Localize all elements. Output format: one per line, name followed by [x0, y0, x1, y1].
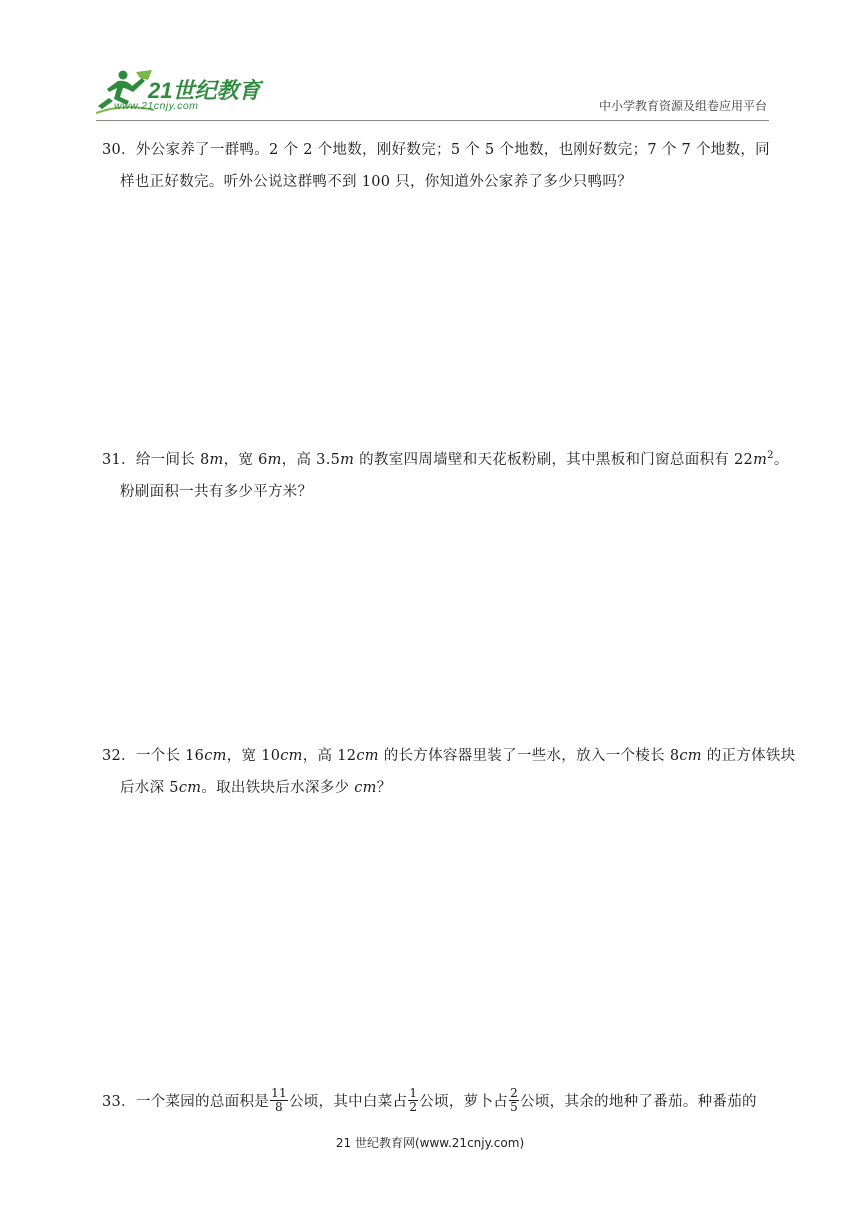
- q33-text-c: 公顷，萝卜占: [419, 1094, 509, 1110]
- q31-text-c: ，高 3.5: [281, 451, 341, 468]
- page-header: [0, 0, 860, 125]
- q32-text-f: 后水深 5: [120, 780, 179, 796]
- q33-text-b: 公顷，其中白菜占: [288, 1094, 408, 1110]
- logo: [96, 68, 266, 120]
- logo-url-text: www.21cnjy.com: [114, 100, 199, 112]
- fraction-denominator: 8: [275, 1099, 283, 1114]
- page-footer: 21 世纪教育网(www.21cnjy.com): [335, 1136, 525, 1150]
- q32-unit-3: cm: [356, 748, 379, 764]
- platform-name: 中小学教育资源及组卷应用平台: [598, 99, 767, 113]
- fraction-numerator: 11: [271, 1085, 287, 1100]
- header-divider: [96, 120, 769, 121]
- q31-unit-3: m: [340, 451, 355, 468]
- question-32-line-1: [102, 740, 796, 772]
- q31-text-b: ，宽 6: [223, 451, 268, 468]
- fraction-denominator: 2: [409, 1099, 418, 1114]
- q31-text-a: 31．给一间长 8: [102, 451, 210, 468]
- q31-unit-4: m: [753, 451, 768, 468]
- q33-text-a: 33．一个菜园的总面积是: [102, 1094, 270, 1110]
- q32-unit-5: cm: [178, 780, 202, 796]
- q32-text-a: 32．一个长 16: [102, 748, 205, 764]
- q31-unit-2: m: [267, 451, 282, 468]
- fraction-radish: [509, 1087, 519, 1114]
- question-30-line-1: 30．外公家养了一群鸭。2 个 2 个地数，刚好数完；5 个 5 个地数，也刚好数完；7 个 7 个地数，同: [102, 142, 770, 158]
- question-33: [102, 1086, 762, 1118]
- q32-unit-2: cm: [280, 748, 303, 764]
- q32-text-c: ，高 12: [302, 748, 357, 764]
- fraction-denominator: 5: [510, 1099, 519, 1114]
- q31-text-e: 。: [773, 451, 789, 468]
- q31-text-d: 的教室四周墙壁和天花板粉刷，其中黑板和门窗总面积有 22: [354, 451, 754, 468]
- question-31: [102, 440, 789, 508]
- question-31-line-2: 粉刷面积一共有多少平方米？: [120, 483, 313, 500]
- fraction-total-area: [270, 1087, 288, 1114]
- question-32: [102, 740, 796, 804]
- q32-text-e: 的正方体铁块: [701, 748, 796, 764]
- fraction-cabbage: [408, 1087, 418, 1114]
- q32-text-g: 。取出铁块后水深多少: [201, 780, 355, 796]
- fraction-numerator: 2: [510, 1085, 519, 1100]
- q32-text-d: 的长方体容器里装了一些水，放入一个棱长 8: [378, 748, 680, 764]
- question-32-line-2: [102, 772, 762, 804]
- q32-unit-1: cm: [204, 748, 227, 764]
- question-30-line-2: 样也正好数完。听外公说这群鸭不到 100 只，你知道外公家养了多少只鸭吗？: [120, 174, 632, 190]
- q32-text-h: ？: [376, 780, 392, 796]
- q33-text-d: 公顷，其余的地种了番茄。种番茄的: [520, 1094, 757, 1110]
- q32-unit-4: cm: [679, 748, 702, 764]
- question-33-line-1: [102, 1086, 762, 1118]
- question-30: [102, 134, 770, 198]
- fraction-numerator: 1: [409, 1085, 418, 1100]
- question-31-line-1: [102, 440, 789, 476]
- q31-unit-1: m: [209, 451, 224, 468]
- q31-exponent: 2: [767, 450, 774, 461]
- q32-unit-6: cm: [354, 780, 377, 796]
- logo-main-text: 21世纪教育: [148, 78, 261, 103]
- q32-text-b: ，宽 10: [226, 748, 281, 764]
